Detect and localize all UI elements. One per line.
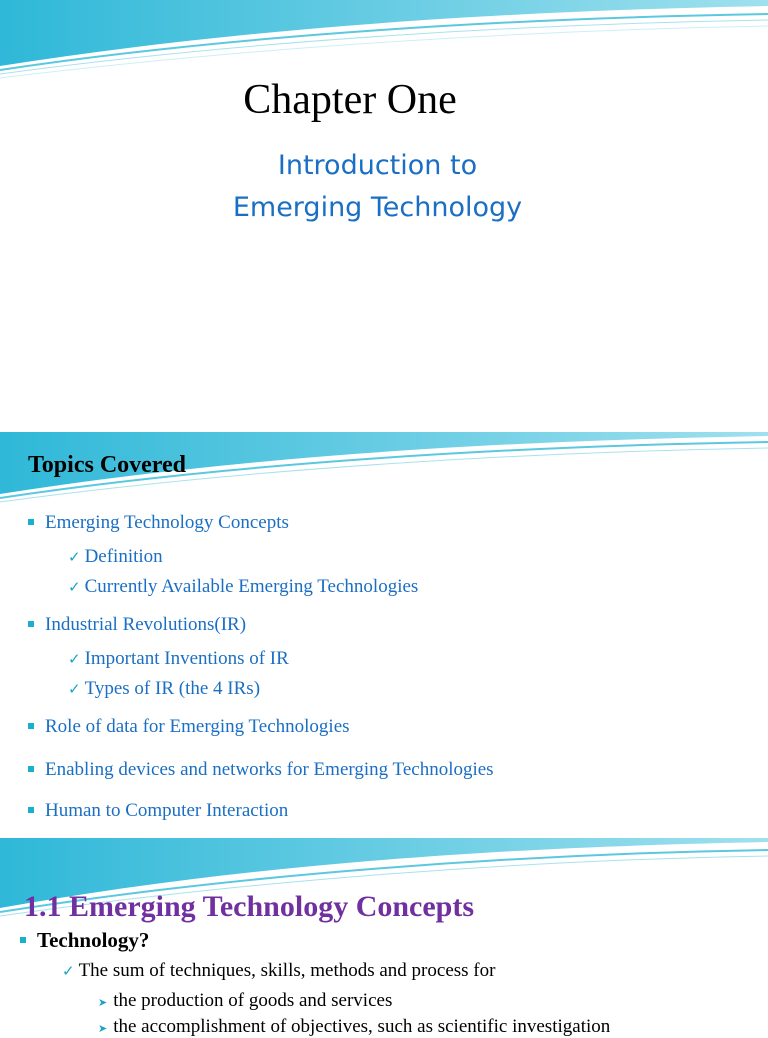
section-heading: 1.1 Emerging Technology Concepts <box>24 890 475 923</box>
subtitle-line-1: Introduction to <box>277 150 478 181</box>
list-item: Role of data for Emerging Technologies <box>28 716 350 738</box>
chapter-title: Chapter One <box>243 77 457 123</box>
square-bullet-icon <box>28 807 34 813</box>
list-item: ✓ The sum of techniques, skills, methods and process for <box>62 960 496 981</box>
list-item: ✓ Important Inventions of IR <box>68 648 289 669</box>
list-item: ✓ Types of IR (the 4 IRs) <box>68 678 261 699</box>
list-item: ➤ the production of goods and services <box>98 990 393 1011</box>
check-icon: ✓ <box>68 548 81 566</box>
list-item: Emerging Technology Concepts <box>28 512 289 534</box>
list-item: Human to Computer Interaction <box>28 800 288 822</box>
list-item: ➤ the accomplishment of objectives, such as scientific investigation <box>98 1016 611 1037</box>
check-icon: ✓ <box>68 650 81 668</box>
arrow-bullet-icon: ➤ <box>98 996 108 1009</box>
topics-heading: Topics Covered <box>28 452 187 478</box>
square-bullet-icon <box>28 766 34 772</box>
subtitle-line-2: Emerging Technology <box>232 192 523 223</box>
check-icon: ✓ <box>68 578 81 596</box>
check-icon: ✓ <box>68 680 81 698</box>
square-bullet-icon <box>28 519 34 525</box>
arrow-bullet-icon: ➤ <box>98 1022 108 1035</box>
square-bullet-icon <box>20 937 26 943</box>
list-item: Enabling devices and networks for Emerging Technologies <box>28 759 494 781</box>
square-bullet-icon <box>28 621 34 627</box>
slide-title <box>0 0 768 425</box>
list-item: Technology? <box>20 928 149 953</box>
list-item: ✓ Definition <box>68 546 163 567</box>
square-bullet-icon <box>28 723 34 729</box>
list-item: ✓ Currently Available Emerging Technologies <box>68 576 419 597</box>
check-icon: ✓ <box>62 962 75 980</box>
list-item: Industrial Revolutions(IR) <box>28 614 246 636</box>
